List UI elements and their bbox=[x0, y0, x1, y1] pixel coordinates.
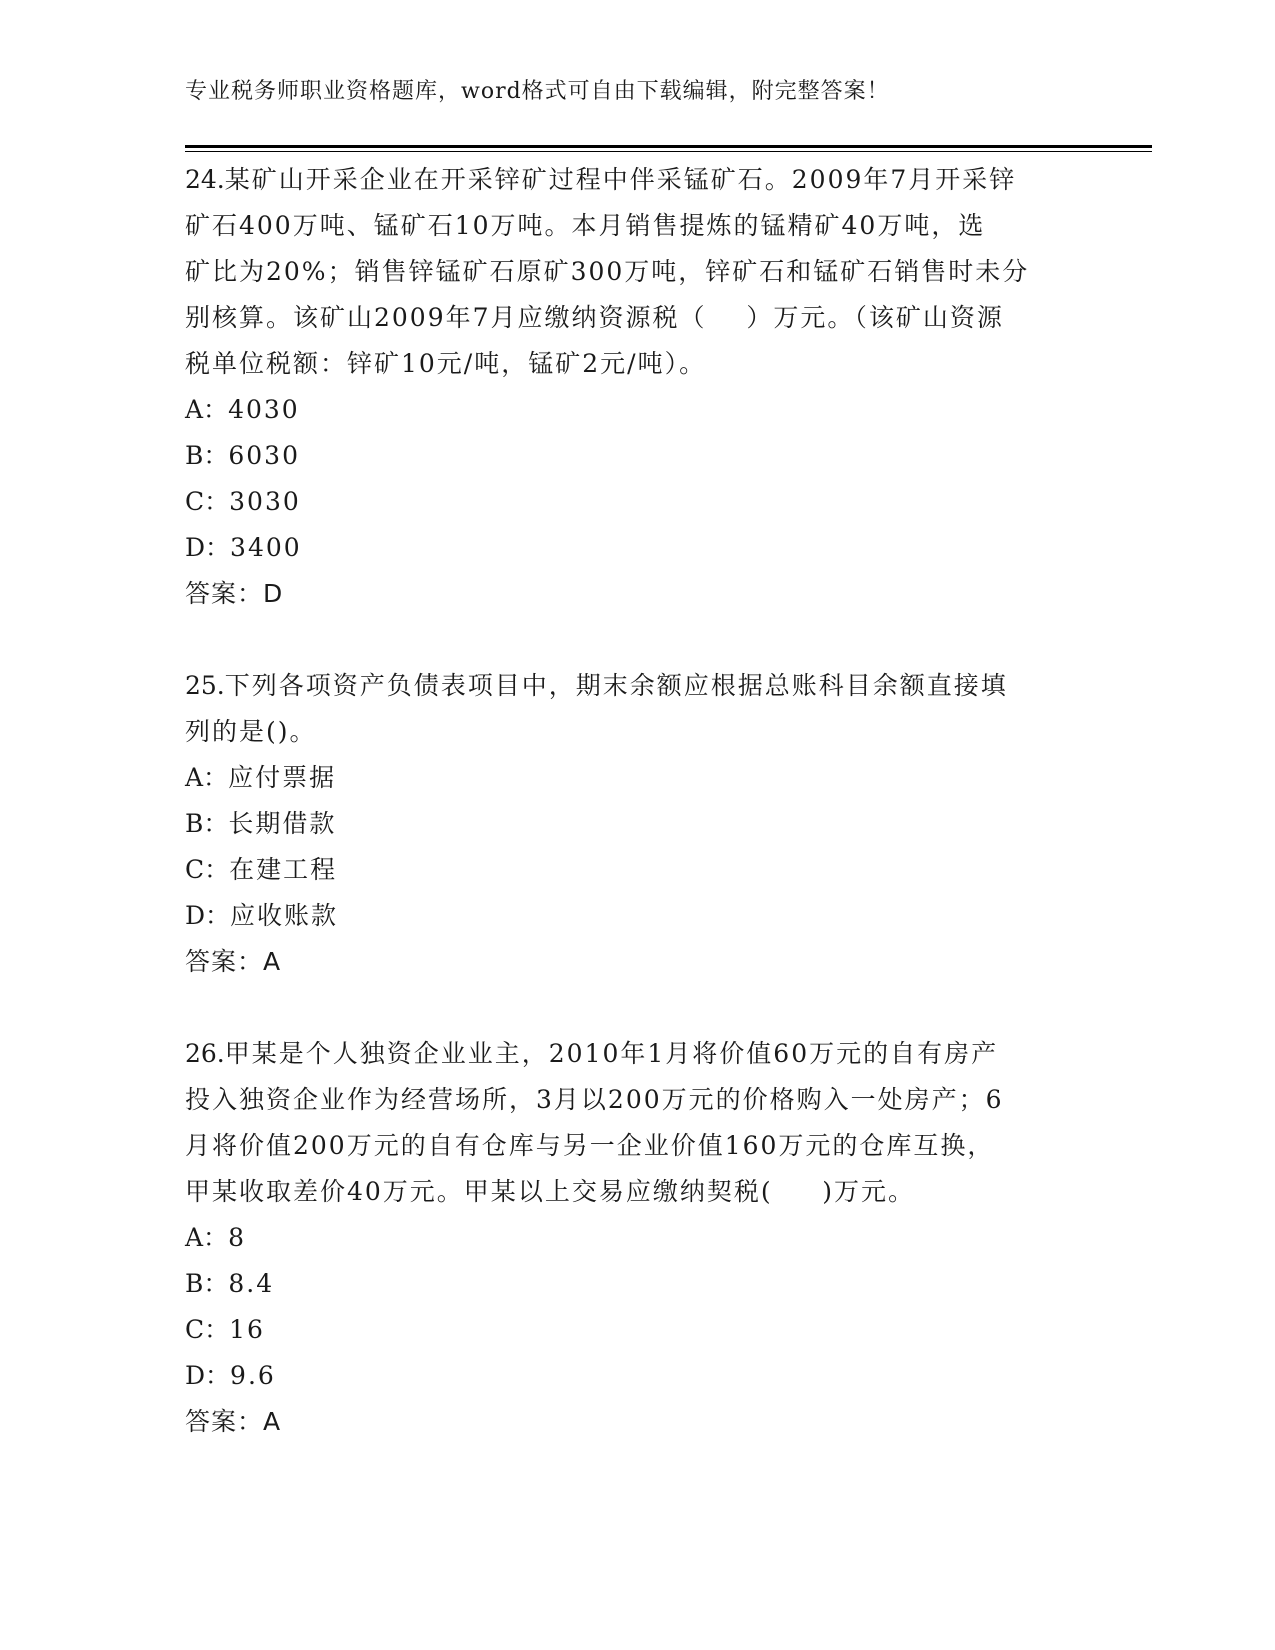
question-26 bbox=[185, 1031, 1085, 1445]
option-a: A：8 bbox=[185, 1223, 246, 1252]
question-line: 月将价值200万元的自有仓库与另一企业价值160万元的仓库互换， bbox=[185, 1131, 995, 1160]
question-line: 矿石400万吨、锰矿石10万吨。本月销售提炼的锰精矿40万吨，选 bbox=[185, 211, 986, 240]
answer-label: 答案：A bbox=[185, 1407, 282, 1436]
option-a: A：应付票据 bbox=[185, 763, 337, 792]
question-number: 26. bbox=[185, 1039, 225, 1068]
option-d: D：应收账款 bbox=[185, 901, 339, 930]
question-line: 甲某收取差价40万元。甲某以上交易应缴纳契税( )万元。 bbox=[185, 1177, 916, 1206]
question-line: 矿比为20%；销售锌锰矿石原矿300万吨，锌矿石和锰矿石销售时未分 bbox=[185, 257, 1030, 286]
question-line: 列的是()。 bbox=[185, 717, 317, 746]
option-c: C：3030 bbox=[185, 487, 301, 516]
option-a: A：4030 bbox=[185, 395, 300, 424]
question-line: 甲某是个人独资企业业主，2010年1月将价值60万元的自有房产 bbox=[224, 1039, 999, 1068]
option-b: B：6030 bbox=[185, 441, 300, 470]
question-line: 投入独资企业作为经营场所，3月以200万元的价格购入一处房产；6 bbox=[185, 1085, 1004, 1114]
question-text bbox=[185, 663, 1085, 755]
question-25 bbox=[185, 663, 1085, 985]
question-line: 别核算。该矿山2009年7月应缴纳资源税（ ）万元。（该矿山资源 bbox=[185, 303, 1004, 332]
question-list bbox=[185, 157, 1085, 1491]
header-divider-thick bbox=[185, 145, 1152, 148]
option-b: B：长期借款 bbox=[185, 809, 337, 838]
question-text bbox=[185, 1031, 1085, 1215]
option-c: C：16 bbox=[185, 1315, 265, 1344]
option-list bbox=[185, 755, 1085, 939]
answer-label: 答案：A bbox=[185, 947, 282, 976]
question-line: 税单位税额：锌矿10元/吨，锰矿2元/吨）。 bbox=[185, 349, 707, 378]
option-c: C：在建工程 bbox=[185, 855, 338, 884]
option-list bbox=[185, 1215, 1085, 1399]
page-header: 专业税务师职业资格题库，word格式可自由下载编辑，附完整答案！ bbox=[185, 79, 890, 104]
question-text bbox=[185, 157, 1085, 387]
question-24 bbox=[185, 157, 1085, 617]
question-line: 某矿山开采企业在开采锌矿过程中伴采锰矿石。2009年7月开采锌 bbox=[224, 165, 1017, 194]
header-divider-thin bbox=[185, 151, 1152, 152]
option-d: D：9.6 bbox=[185, 1361, 276, 1390]
question-number: 24. bbox=[185, 165, 225, 194]
option-b: B：8.4 bbox=[185, 1269, 275, 1298]
question-number: 25. bbox=[185, 671, 225, 700]
option-d: D：3400 bbox=[185, 533, 302, 562]
answer-label: 答案：D bbox=[185, 579, 284, 608]
question-line: 下列各项资产负债表项目中，期末余额应根据总账科目余额直接填 bbox=[224, 671, 1008, 700]
option-list bbox=[185, 387, 1085, 571]
